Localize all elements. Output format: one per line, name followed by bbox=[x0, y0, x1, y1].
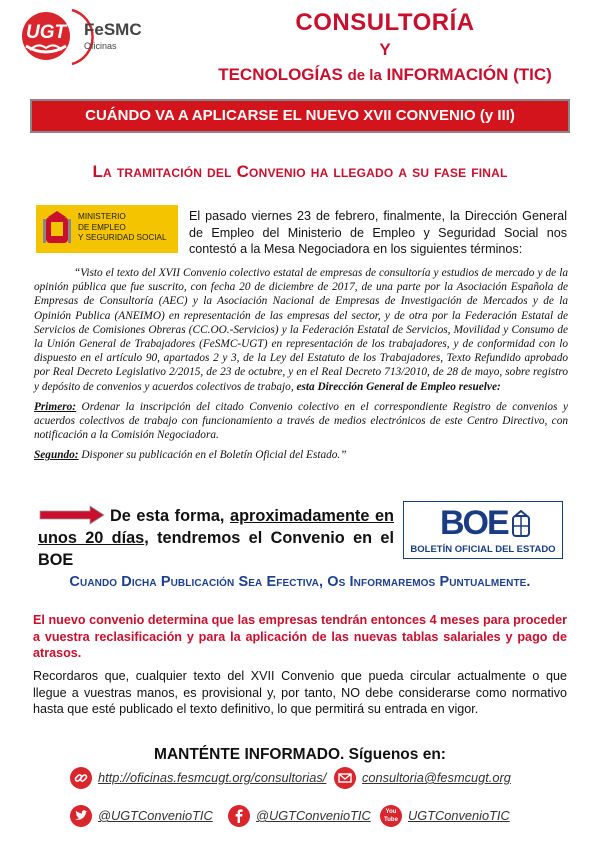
fesmc-logo-text: FeSMC bbox=[84, 20, 142, 39]
ministerio-logo bbox=[36, 205, 178, 253]
quote-segundo: Segundo: Disponer su publicación en el Boletín Oficial del Estado.” bbox=[34, 449, 347, 462]
title-line-2: Y bbox=[379, 40, 391, 59]
ministerio-line-2: DE EMPLEO bbox=[78, 222, 126, 232]
title-line-3: TECNOLOGÍAS de la INFORMACIÓN (TIC) bbox=[218, 65, 552, 84]
oficinas-logo-text: Oficinas bbox=[84, 41, 117, 51]
youtube-icon-label: You Tube bbox=[384, 809, 398, 823]
follow-heading: MANTÉNTE INFORMADO. Síguenos en: bbox=[154, 746, 446, 763]
boe-crest-icon bbox=[510, 510, 532, 540]
banner: CUÁNDO VA A APLICARSE EL NUEVO XVII CONVENIO (y III) bbox=[30, 99, 570, 133]
email-icon bbox=[334, 767, 356, 789]
youtube-link[interactable]: UGTConvenioTIC bbox=[408, 808, 510, 823]
official-quote bbox=[34, 266, 568, 469]
link-icon bbox=[70, 767, 92, 789]
coat-of-arms-icon bbox=[42, 209, 72, 249]
twitter-icon bbox=[70, 805, 92, 827]
web-link[interactable]: http://oficinas.fesmcugt.org/consultorias/ bbox=[98, 770, 327, 785]
facebook-icon bbox=[228, 805, 250, 827]
title-line-1: CONSULTORÍA bbox=[295, 9, 475, 36]
ministerio-line-1: MINISTERIO bbox=[78, 212, 126, 221]
ugt-fesmc-logo bbox=[22, 14, 142, 58]
intro-paragraph: El pasado viernes 23 de febrero, finalmente, la Dirección General de Empleo del Ministerio de Empleo y Seguridad Social nos contestó a la Mesa Negociadora en los siguientes términos: bbox=[189, 209, 567, 257]
boe-letters: BOE bbox=[440, 504, 508, 542]
effective-notice: Cuando Dicha Publicación Sea Efectiva, Os Informaremos Puntualmente. bbox=[69, 574, 531, 590]
quote-primero: Primero: Ordenar la inscripción del citado Convenio colectivo en el correspondiente Registro de convenios y acuerdos colectivos de trabajo con funcionamiento a través de medios electrónicos de este Centro Directivo, con notificación a la Comisión Negociadora. bbox=[34, 400, 568, 442]
facebook-link[interactable]: @UGTConvenioTIC bbox=[256, 808, 371, 823]
header-title bbox=[190, 8, 580, 89]
reminder-paragraph: Recordaros que, cualquier texto del XVII Convenio que pueda circular actualmente o que llegue a vuestras manos, es provisional y, por tanto, NO debe considerarse como normativo hasta que esté publicado el texto definitivo, lo que permitirá su entrada en vigor. bbox=[33, 669, 567, 717]
twitter-link[interactable]: @UGTConvenioTIC bbox=[98, 808, 213, 823]
boe-label: BOLETÍN OFICIAL DEL ESTADO bbox=[410, 544, 556, 555]
ministerio-line-3: Y SEGURIDAD SOCIAL bbox=[78, 233, 167, 242]
section-subtitle: La tramitación del Convenio ha llegado a su fase final bbox=[92, 162, 508, 181]
email-link[interactable]: consultoria@fesmcugt.org bbox=[362, 770, 511, 785]
ugt-logo-text: UGT bbox=[26, 22, 67, 43]
red-paragraph: El nuevo convenio determina que las empresas tendrán entonces 4 meses para proceder a vuestra reclasificación y para la aplicación de las nuevas tablas salariales y pago de atrasos. bbox=[33, 613, 567, 661]
quote-body: “Visto el texto del XVII Convenio colectivo estatal de empresas de consultoría y estudios de mercado y de la opinión pública que fue suscrito, con fecha 20 de diciembre de 2017, de una parte por la Asociación Española de Empresas de Consultoría (AEC) y la Asociación Nacional de Empresas de Investigación de Mercados y de la Opinión Publica (ANEIMO) en representación de las empresas del sector, y de otra por la Federación Estatal de Servicios de Comisiones Obreras (CC.OO.-Servicios) y la Federación Estatal de Servicios, Movilidad y Consumo de la Unión General de Trabajadores (FeSMC-UGT) en representación de los trabajadores, y de conformidad con lo dispuesto en el artículo 90, apartados 2 y 3, de la Ley del Estatuto de los Trabajadores, Texto Refundido aprobado por Real Decreto Legislativo 2/2015, de 23 de octubre, y en el Real Decreto 713/2010, de 28 de mayo, sobre registro y depósito de convenios y acuerdos colectivos de trabajo, esta Dirección General de Empleo resuelve: bbox=[34, 267, 568, 393]
boe-callout: De esta forma, aproximadamente en unos 20 días, tendremos el Convenio en el BOE bbox=[38, 507, 394, 569]
